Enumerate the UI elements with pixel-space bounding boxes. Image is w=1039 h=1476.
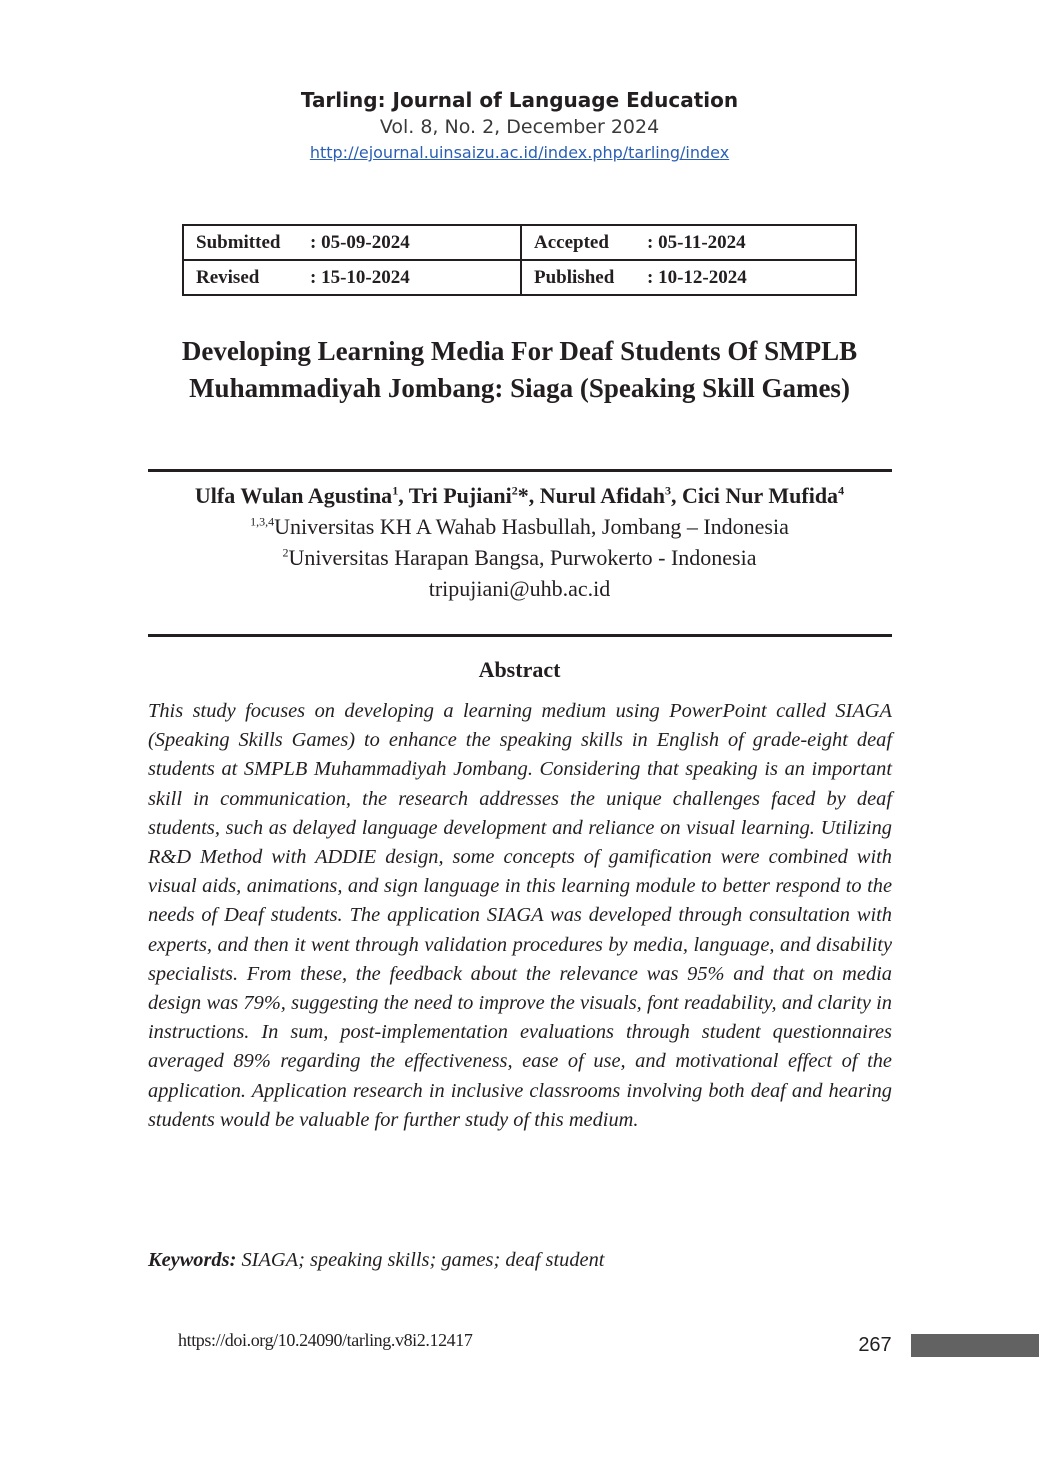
journal-name: Tarling: Journal of Language Education: [300, 88, 739, 112]
title-line: Developing Learning Media For Deaf Students Of SMPLB: [181, 336, 858, 366]
submitted-label: Submitted: [196, 231, 281, 253]
abstract-body: This study focuses on developing a learning medium using PowerPoint called SIAGA (Speaking Skills Games) to enhance the speaking skills in English of grade-eight deaf students at SMPLB Muhammadiyah Jombang. Considering that speaking is an important skill in communication, the research addresses the unique challenges faced by deaf students, such as delayed language development and reliance on visual learning. Utilizing R&D Method with ADDIE design, some concepts of gamification were combined with visual aids, animations, and sign language in this learning module to better respond to the needs of Deaf students. The application SIAGA was developed through consultation with experts, and then it went through validation procedures by media, language, and disability specialists. From these, the feedback about the relevance was 95% and that on media design was 79%, suggesting the need to improve the visuals, font readability, and clarity in instructions. In sum, post-implementation evaluations through student questionnaires averaged 89% regarding the effectiveness, ease of use, and motivational effect of the application. Application research in inclusive classrooms involving both deaf and hearing students would be valuable for further study of this medium.: [148, 700, 892, 1131]
keywords-label: Keywords:: [148, 1249, 237, 1271]
page-number: 267: [858, 1334, 892, 1356]
keywords: [148, 1245, 892, 1275]
revised-label: Revised: [196, 266, 260, 288]
author-sup: 1: [392, 483, 399, 498]
author-separator: ,: [671, 483, 683, 508]
author-sup: 2: [511, 483, 518, 498]
dates-table: [182, 224, 857, 296]
abstract-heading: Abstract: [478, 657, 561, 682]
accepted-label: Accepted: [534, 231, 609, 253]
affiliation: [100, 511, 939, 542]
author-separator: ,: [398, 483, 409, 508]
author-name: Cici Nur Mufida: [682, 483, 839, 508]
author-name: Nurul Afidah: [539, 483, 666, 508]
accepted-cell: [521, 225, 856, 260]
affiliation-text: Universitas KH A Wahab Hasbullah, Jombang – Indonesia: [274, 514, 789, 539]
bottom-divider: [148, 634, 892, 637]
author-name: Ulfa Wulan Agustina: [194, 483, 393, 508]
affiliation-text: Universitas Harapan Bangsa, Purwokerto - Indonesia: [288, 545, 757, 570]
published-cell: [521, 260, 856, 295]
table-row: [183, 260, 856, 295]
published-label: Published: [534, 266, 615, 288]
affiliation-sup: 1,3,4: [250, 514, 275, 529]
submitted-value: : 05-09-2024: [310, 231, 410, 253]
affiliation: [100, 542, 939, 573]
journal-url-link[interactable]: http://ejournal.uinsaizu.ac.id/index.php/tarling/index: [309, 143, 730, 162]
corresponding-email: tripujiani@uhb.ac.id: [428, 576, 611, 601]
paper-title: [100, 333, 939, 407]
authors-block: [100, 480, 939, 604]
journal-header: [0, 86, 1039, 165]
published-value: : 10-12-2024: [647, 266, 747, 288]
author-separator: *,: [517, 483, 540, 508]
author-sup: 3: [665, 483, 672, 498]
affiliation-sup: 2: [282, 545, 289, 560]
doi-link[interactable]: https://doi.org/10.24090/tarling.v8i2.12417: [178, 1330, 473, 1350]
page-tab-bar: [911, 1334, 1039, 1357]
authors-line: [100, 480, 939, 511]
top-divider: [148, 469, 892, 472]
revised-cell: [183, 260, 521, 295]
revised-value: : 15-10-2024: [310, 266, 410, 288]
journal-issue: Vol. 8, No. 2, December 2024: [379, 116, 660, 138]
author-sup: 4: [838, 483, 845, 498]
table-row: [183, 225, 856, 260]
keywords-text: SIAGA; speaking skills; games; deaf student: [241, 1249, 605, 1271]
title-line: Muhammadiyah Jombang: Siaga (Speaking Skill Games): [189, 373, 850, 403]
submitted-cell: [183, 225, 521, 260]
accepted-value: : 05-11-2024: [647, 231, 746, 253]
author-name: Tri Pujiani: [408, 483, 512, 508]
